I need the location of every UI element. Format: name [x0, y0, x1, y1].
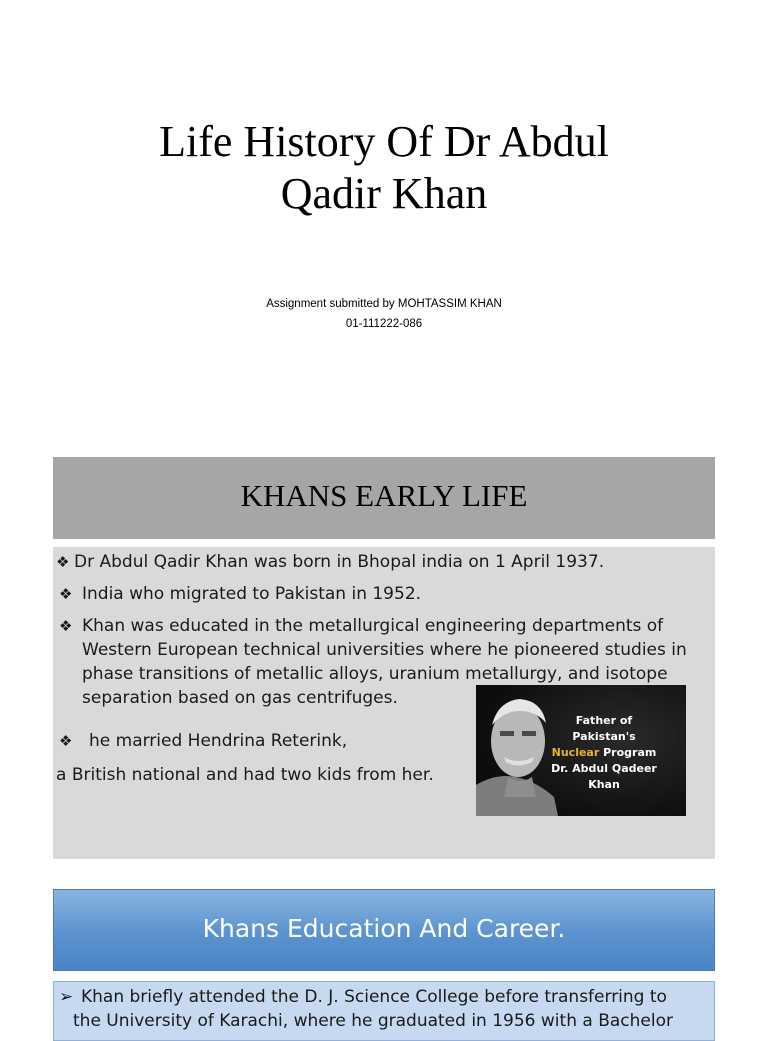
portrait-caption — [544, 713, 664, 793]
list-item — [59, 985, 739, 1033]
diamond-bullet-icon: ❖ — [59, 732, 73, 750]
caption-line-3: Dr. Abdul Qadeer — [551, 762, 657, 775]
bullet-text: India who migrated to Pakistan in 1952. — [82, 584, 422, 604]
early-life-heading: KHANS EARLY LIFE — [240, 478, 528, 513]
bullet-text: Khan briefly attended the D. J. Science College before transferring to — [81, 987, 667, 1007]
caption-line-1: Father of Pakistan's — [572, 714, 636, 743]
diamond-bullet-icon: ❖ — [59, 617, 73, 635]
list-item — [53, 549, 715, 581]
bullet-text: he married Hendrina Reterink, — [89, 731, 348, 751]
bullet-text: a British national and had two kids from her. — [56, 765, 434, 785]
title-line-2: Qadir Khan — [280, 169, 488, 218]
bullet-text: Khan was educated in the metallurgical engineering departments of Western European technical universities where he pioneered studies in phase transitions of metallic alloys, uranium metallurgy, and isotope separation based on gas centrifuges. — [82, 616, 687, 708]
early-life-header — [53, 457, 715, 539]
diamond-bullet-icon: ❖ — [59, 585, 73, 603]
title-line-1: Life History Of Dr Abdul — [159, 117, 609, 166]
education-header — [53, 889, 715, 971]
education-heading: Khans Education And Career. — [202, 914, 566, 943]
education-line-2: the University of Karachi, where he graduated in 1956 with a Bachelor — [73, 1011, 673, 1031]
portrait-image — [476, 685, 686, 816]
education-body — [53, 981, 715, 1041]
submitted-by-text: Assignment submitted by MOHTASSIM KHAN — [266, 298, 502, 310]
title-slide — [0, 0, 768, 440]
page-title — [60, 116, 708, 220]
student-id-text: 01-111222-086 — [345, 318, 423, 330]
subtitle — [0, 294, 768, 334]
list-item — [53, 581, 715, 614]
diamond-bullet-icon: ❖ — [56, 553, 70, 571]
bullet-text: Dr Abdul Qadir Khan was born in Bhopal india on 1 April 1937. — [74, 552, 605, 572]
caption-highlight: Nuclear — [551, 746, 600, 759]
caption-line-2-rest: Program — [599, 746, 657, 759]
caption-line-4: Khan — [588, 778, 620, 791]
education-line-1 — [59, 985, 739, 1009]
arrow-bullet-icon: ➢ — [59, 987, 74, 1007]
caption-line-2 — [544, 745, 664, 761]
